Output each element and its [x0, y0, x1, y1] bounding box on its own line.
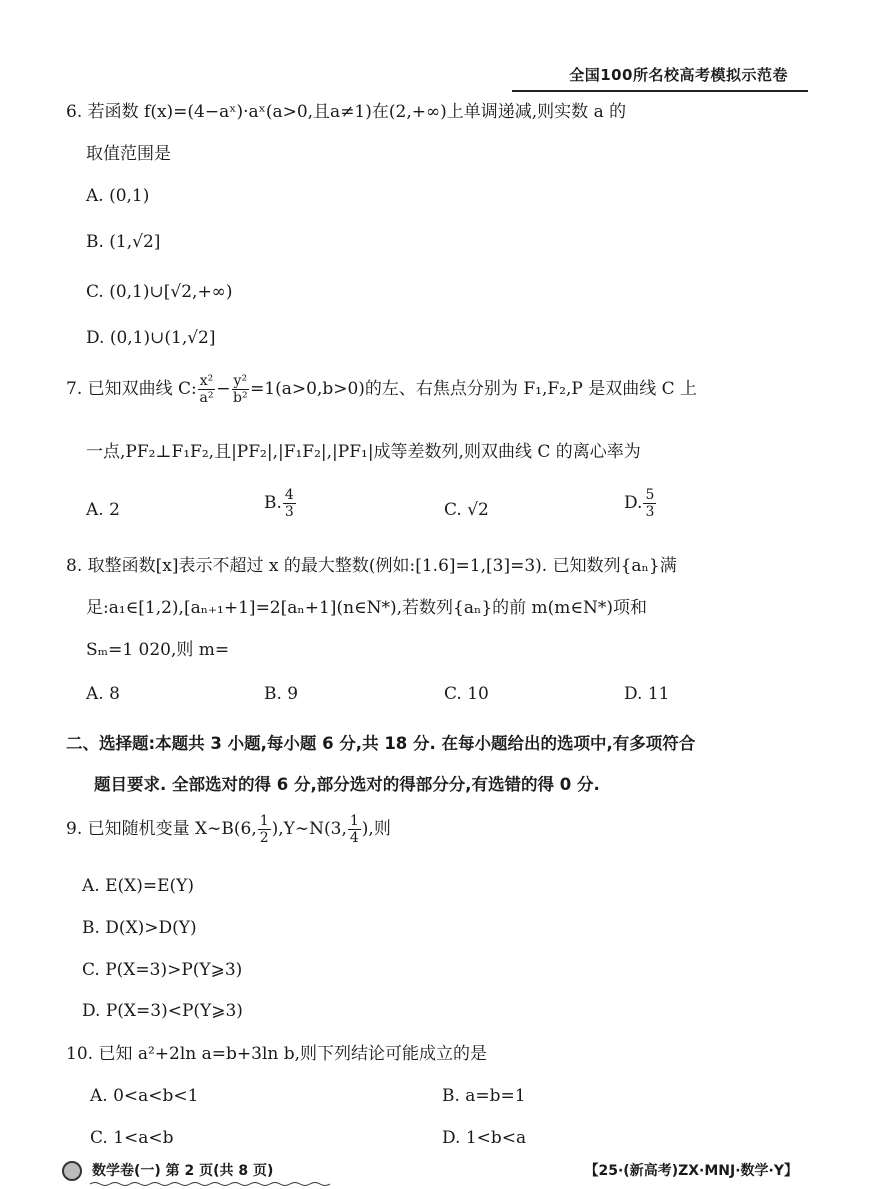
- q10-line1: 10. 已知 a²+2ln a=b+3ln b,则下列结论可能成立的是: [66, 1044, 488, 1064]
- section-2-title-line2: 题目要求. 全部选对的得 6 分,部分选对的得部分分,有选错的得 0 分.: [94, 775, 600, 794]
- q9-option-a: A. E(X)=E(Y): [82, 876, 195, 896]
- question-7: [66, 374, 806, 534]
- q9-option-d: D. P(X=3)<P(Y⩾3): [82, 1001, 243, 1021]
- q7-minus: −: [216, 379, 231, 399]
- q8-option-c: C. 10: [444, 684, 489, 704]
- q9-option-b: B. D(X)>D(Y): [82, 918, 197, 938]
- q6-option-a: A. (0,1): [86, 186, 150, 206]
- question-10: [66, 1046, 806, 1156]
- q7-line1: [66, 374, 697, 405]
- q8-line3: Sₘ=1 020,则 m=: [86, 640, 230, 660]
- logo-circle-icon: [62, 1161, 82, 1181]
- q6-option-d: D. (0,1)∪(1,√2]: [86, 328, 216, 348]
- q8-option-d: D. 11: [624, 684, 670, 704]
- q8-option-b: B. 9: [264, 684, 299, 704]
- footer-page-info: [62, 1160, 273, 1181]
- section-2-title-line1: 二、选择题:本题共 3 小题,每小题 6 分,共 18 分. 在每小题给出的选项中,有多项符合: [66, 734, 696, 753]
- q7-suffix: =1(a>0,b>0)的左、右焦点分别为 F₁,F₂,P 是双曲线 C 上: [250, 379, 698, 399]
- q9-fraction-quarter: $\frac{1}{4}$: [349, 813, 359, 846]
- footer-wave-decoration: [90, 1181, 330, 1187]
- q7-option-d: D. $\frac{5}{3}$: [624, 487, 655, 520]
- header-brand: 全国100所名校高考模拟示范卷: [569, 66, 788, 84]
- question-9: [66, 814, 806, 1024]
- q6-option-c: C. (0,1)∪[√2,+∞): [86, 282, 233, 302]
- q6-option-b: B. (1,√2]: [86, 232, 161, 252]
- q9-option-c: C. P(X=3)>P(Y⩾3): [82, 960, 243, 980]
- q6-line1: 6. 若函数 f(x)=(4−aˣ)·aˣ(a>0,且a≠1)在(2,+∞)上单调递减,则实数 a 的: [66, 102, 627, 122]
- question-6: [66, 104, 806, 354]
- q9-fraction-half: $\frac{1}{2}$: [259, 813, 269, 846]
- header-rule: [512, 90, 808, 92]
- q7-fraction-x: $\frac{\text{x²}}{\text{a²}}$: [199, 373, 214, 406]
- q9-line1: 9. 已知随机变量 X∼B(6, $\frac{1}{2}$ ),Y∼N(3, $\frac{1}{4}$ ),则: [66, 813, 391, 846]
- footer-left-text: 数学卷(一) 第 2 页(共 8 页): [92, 1163, 274, 1179]
- q10-option-b: B. a=b=1: [442, 1086, 526, 1106]
- q7-option-a: A. 2: [86, 500, 120, 520]
- q7-option-c: C. √2: [444, 500, 489, 520]
- q7-fraction-y: $\frac{\text{y²}}{\text{b²}}$: [233, 373, 248, 406]
- q8-line1: 8. 取整函数[x]表示不超过 x 的最大整数(例如:[1.6]=1,[3]=3). 已知数列{aₙ}满: [66, 556, 677, 576]
- q7-option-b: B. $\frac{4}{3}$: [264, 487, 294, 520]
- q8-option-a: A. 8: [86, 684, 120, 704]
- q10-option-c: C. 1<a<b: [90, 1128, 174, 1148]
- q10-option-d: D. 1<b<a: [442, 1128, 527, 1148]
- q7-prefix: 7. 已知双曲线 C:: [66, 379, 197, 399]
- q7-line2: 一点,PF₂⊥F₁F₂,且|PF₂|,|F₁F₂|,|PF₁|成等差数列,则双曲线 C 的离心率为: [86, 442, 641, 462]
- q8-line2: 足:a₁∈[1,2),[aₙ₊₁+1]=2[aₙ+1](n∈N*),若数列{aₙ}的前 m(m∈N*)项和: [86, 598, 648, 618]
- footer-code: 【25·(新高考)ZX·MNJ·数学·Y】: [584, 1163, 798, 1179]
- q6-line2: 取值范围是: [86, 144, 171, 164]
- question-8: [66, 558, 806, 708]
- q10-option-a: A. 0<a<b<1: [90, 1086, 199, 1106]
